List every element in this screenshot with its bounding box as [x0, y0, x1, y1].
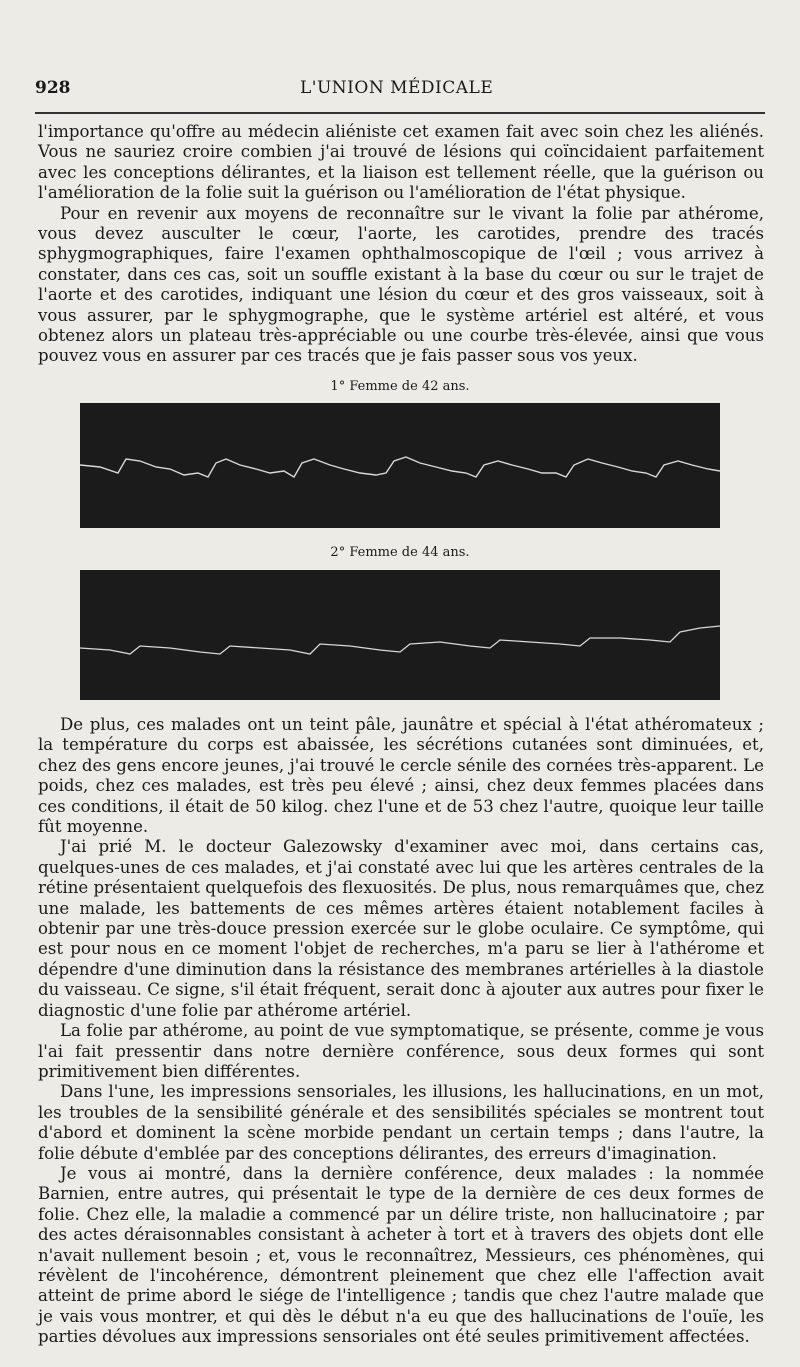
pulse-curve-1 [80, 457, 720, 477]
header-rule [35, 112, 765, 114]
paragraph: Pour en revenir aux moyens de reconnaître sur le vivant la folie par athérome, vous devez ausculter le cœur, l'aorte, les carotides, prendre des tracés sphygmographiques, faire l'examen ophthalmoscopique de l'œil ; vous arrivez à constater, dans ces cas, soit un souffle existant à la base du cœur ou sur le trajet de l'aorte et des carotides, indiquant une lésion du cœur et des gros vaisseaux, soit à vous assurer, par le sphygmographe, que le système artériel est altéré, et vous obtenez alors un plateau très-appréciable ou une courbe très-élevée, ainsi que vous pouvez vous en assurer par ces tracés que je fais passer sous vos yeux. [38, 203, 764, 366]
text-block-bottom [38, 715, 764, 1348]
paragraph: De plus, ces malades ont un teint pâle, jaunâtre et spécial à l'état athéromateux ; la température du corps est abaissée, les sécrétions cutanées sont diminuées, et, chez des gens encore jeunes, j'ai trouvé le cercle sénile des cornées très-apparent. Le poids, chez ces malades, est très peu élevé ; ainsi, chez deux femmes placées dans ces conditions, il était de 50 kilog. chez l'une et de 53 chez l'autre, quoique leur taille fût moyenne. [38, 715, 764, 837]
figure-caption-2: 2° Femme de 44 ans. [330, 545, 470, 560]
text-block-top [38, 122, 764, 367]
running-title: L'UNION MÉDICALE [300, 78, 494, 98]
sphygmograph-trace-1 [80, 403, 720, 528]
figure-caption-1: 1° Femme de 42 ans. [330, 379, 470, 394]
paragraph: La folie par athérome, au point de vue symptomatique, se présente, comme je vous l'ai fait pressentir dans notre dernière conférence, sous deux formes qui sont primitivement bien différentes. [38, 1021, 764, 1081]
paragraph: J'ai prié M. le docteur Galezowsky d'examiner avec moi, dans certains cas, quelques-unes de ces malades, et j'ai constaté avec lui que les artères centrales de la rétine présentaient quelquefois des flexuosités. De plus, nous remarquâmes que, chez une malade, les battements de ces mêmes artères étaient notablement faciles à obtenir par une très-douce pression exercée sur le globe oculaire. Ce symptôme, qui est pour nous en ce moment l'objet de recherches, m'a paru se lier à l'athérome et dépendre d'une diminution dans la résistance des membranes artérielles à la diastole du vaisseau. Ce signe, s'il était fréquent, serait donc à ajouter aux autres pour fixer le diagnostic d'une folie par athérome artériel. [38, 837, 764, 1020]
page-header [35, 78, 765, 104]
page-number: 928 [35, 78, 71, 98]
trace-2-svg [80, 570, 720, 700]
paragraph: l'importance qu'offre au médecin aliéniste cet examen fait avec soin chez les aliénés. Vous ne sauriez croire combien j'ai trouvé de lésions qui coïncidaient parfaitement avec les conceptions délirantes, et la liaison est tellement réelle, que la guérison ou l'amélioration de la folie suit la guérison ou l'amélioration de l'état physique. [38, 122, 764, 203]
pulse-curve-2 [80, 626, 720, 654]
paragraph: Je vous ai montré, dans la dernière conférence, deux malades : la nommée Barnien, entre autres, qui présentait le type de la dernière de ces deux formes de folie. Chez elle, la maladie a commencé par un délire triste, non hallucinatoire ; par des actes déraisonnables consistant à acheter à tort et à travers des objets dont elle n'avait nullement besoin ; et, vous le reconnaîtrez, Messieurs, ces phénomènes, qui révèlent de l'incohérence, démontrent pleinement que chez elle l'affection avait atteint de prime abord le siége de l'intelligence ; tandis que chez l'autre malade que je vais vous montrer, et qui dès le début n'a eu que des hallucinations de l'ouïe, les parties dévolues aux impressions sensoriales ont été seules primitivement affectées. [38, 1163, 764, 1347]
trace-1-svg [80, 403, 720, 528]
paragraph: Dans l'une, les impressions sensoriales, les illusions, les hallucinations, en un mot, les troubles de la sensibilité générale et des sensibilités spéciales se montrent tout d'abord et dominent la scène morbide pendant un certain temps ; dans l'autre, la folie débute d'emblée par des conceptions délirantes, des erreurs d'imagination. [38, 1082, 764, 1163]
sphygmograph-trace-2 [80, 570, 720, 700]
